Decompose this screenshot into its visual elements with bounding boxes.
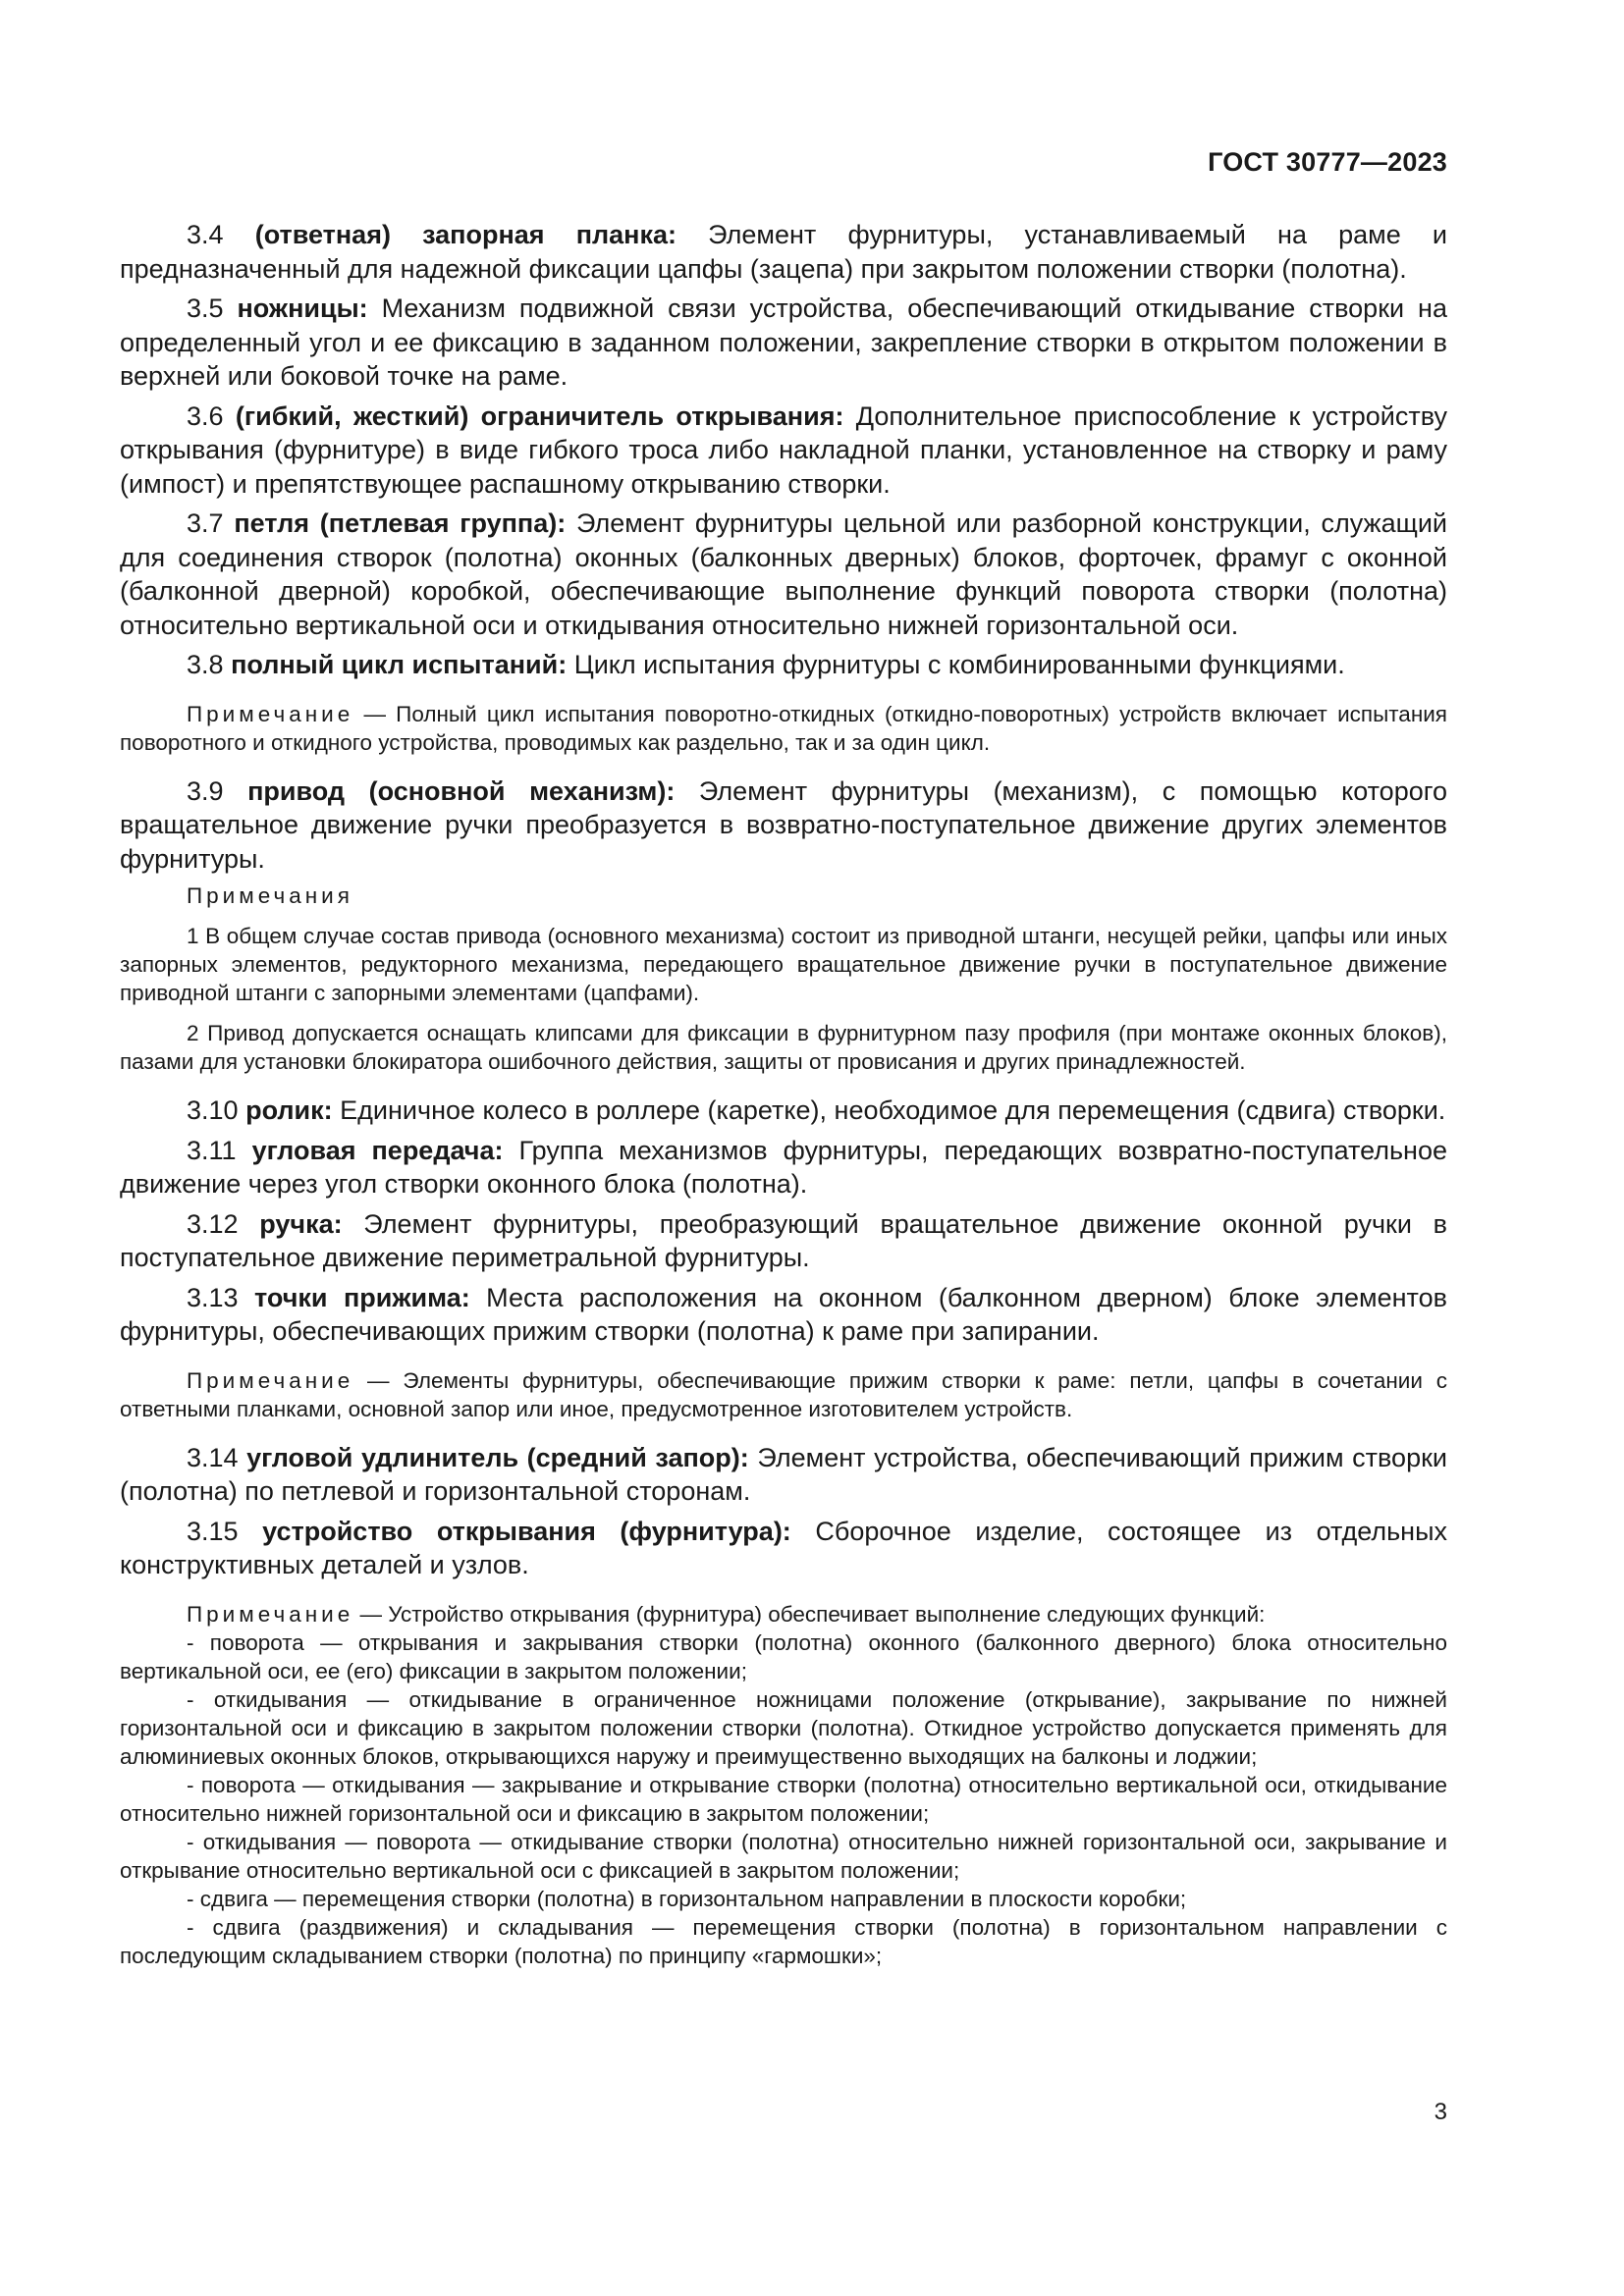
term-3-4 [120,218,1447,286]
term-title: ножницы: [237,294,368,323]
term-3-13 [120,1281,1447,1349]
term-definition: Цикл испытания фурнитуры с комбинированными функциями. [573,650,1345,679]
function-item: - откидывания — откидывание в ограниченное ножницами положение (открывание), закрывание по нижней горизонтальной оси и фиксацию в закрытом положении створки (полотна). Откидное устройство допускается применять для алюминиевых оконных блоков, открывающихся наружу и преимущественно выходящих на балконы и лоджии; [120,1686,1447,1769]
note-label: Примечание [187,1601,354,1627]
term-3-10 [120,1094,1447,1128]
term-number: 3.6 [187,400,224,431]
term-definition: Дополнительное приспособление к устройству открывания (фурнитуре) в виде гибкого троса либо накладной планки, установленное на створку и раму (импост) и препятствующее распашному открыванию створки. [120,400,1447,499]
term-title: петля (петлевая группа): [234,508,567,538]
term-definition: Элемент фурнитуры, устанавливаемый на раме и предназначенный для надежной фиксации цапфы (зацепа) при закрытом положении створки (полотна). [120,220,1447,284]
function-item: - откидывания — поворота — откидывание створки (полотна) относительно нижней горизонтальной оси, закрывание и открывание относительно вертикальной оси с фиксацией в закрытом положении; [120,1829,1447,1883]
function-item: - поворота — открывания и закрывания створки (полотна) оконного (балконного дверного) блока относительно вертикальной оси, ее (его) фиксации в закрытом положении; [120,1629,1447,1683]
term-3-15 [120,1515,1447,1582]
note-label: Примечание [187,1367,354,1393]
term-title: точки прижима: [254,1282,470,1312]
term-definition: Элемент фурнитуры цельной или разборной конструкции, служащий для соединения створок (полотна) оконных (балконных дверных) блоков, форточек, фрамуг с оконной (балконной дверной) коробкой, обеспечивающие выполнение функций поворота створки (полотна) относительно вертикальной оси и откидывания относительно нижней горизонтальной оси. [120,508,1447,640]
term-3-11 [120,1134,1447,1201]
page-number: 3 [1434,2099,1447,2125]
note-3-13 [120,1366,1447,1423]
term-number: 3.14 [187,1442,239,1472]
term-title: привод (основной механизм): [247,775,676,806]
term-3-14 [120,1441,1447,1509]
function-item: - сдвига — перемещения створки (полотна) в горизонтальном направлении в плоскости коробки; [187,1886,1187,1911]
note-text: — Элементы фурнитуры, обеспечивающие прижим створки к раме: петли, цапфы в сочетании с ответными планками, основной запор или иное, предусмотренное изготовителем устройств. [120,1367,1447,1421]
term-number: 3.7 [187,508,224,538]
term-number: 3.12 [187,1208,239,1239]
term-3-7 [120,507,1447,642]
term-title: ручка: [259,1208,343,1239]
term-3-9 [120,774,1447,877]
term-title: (гибкий, жесткий) ограничитель открывания: [235,400,844,431]
term-definition: Единичное колесо в роллере (каретке), необходимое для перемещения (сдвига) створки. [340,1095,1446,1125]
term-definition: Элемент фурнитуры, преобразующий вращательное движение оконной ручки в поступательное движение периметральной фурнитуры. [120,1208,1447,1272]
note-3-8 [120,700,1447,757]
term-number: 3.10 [187,1095,239,1125]
term-number: 3.8 [187,650,224,679]
term-title: полный цикл испытаний: [231,650,568,679]
term-title: (ответная) запорная планка: [254,220,677,249]
term-definition: Места расположения на оконном (балконном дверном) блоке элементов фурнитуры, обеспечивающих прижим створки (полотна) к раме при запирании. [120,1282,1447,1346]
term-title: устройство открывания (фурнитура): [262,1516,791,1546]
term-3-8 [120,648,1447,682]
notes-heading-3-9 [120,881,1447,910]
term-definition: Сборочное изделие, состоящее из отдельных конструктивных деталей и узлов. [120,1516,1447,1579]
term-title: угловая передача: [251,1135,504,1165]
note-3-15 [120,1600,1447,1629]
term-definition: Элемент устройства, обеспечивающий прижим створки (полотна) по петлевой и горизонтальной сторонам. [120,1442,1447,1506]
term-3-6 [120,400,1447,502]
term-3-5 [120,292,1447,394]
term-definition: Элемент фурнитуры (механизм), с помощью которого вращательное движение ручки преобразуется в возвратно-поступательное движение других элементов фурнитуры. [120,775,1447,874]
function-item: - сдвига (раздвижения) и складывания — перемещения створки (полотна) в горизонтальном направлении с последующим складыванием створки (полотна) по принципу «гармошки»; [120,1914,1447,1968]
note-label: Примечание [187,701,354,726]
document-code: ГОСТ 30777—2023 [1208,147,1447,177]
note-item: 1 В общем случае состав привода (основного механизма) состоит из приводной штанги, несущей рейки, цапфы или иных запорных элементов, редукторного механизма, передающего вращательное движение ручки в поступательное движение приводной штанги с запорными элементами (цапфами). [120,924,1447,1005]
term-title: ролик: [245,1095,333,1125]
notes-label: Примечания [187,883,353,908]
function-item: - поворота — откидывания — закрывание и открывание створки (полотна) относительно вертикальной оси, откидывание относительно нижней горизонтальной оси и фиксацию в закрытом положении; [120,1772,1447,1826]
term-number: 3.5 [187,294,224,323]
note-item: 2 Привод допускается оснащать клипсами для фиксации в фурнитурном пазу профиля (при монтаже оконных блоков), пазами для установки блокиратора ошибочного действия, защиты от провисания и других принадлежностей. [120,1021,1447,1074]
term-number: 3.11 [187,1135,237,1165]
term-number: 3.13 [187,1282,239,1312]
term-definition: Механизм подвижной связи устройства, обеспечивающий откидывание створки на определенный угол и ее фиксацию в заданном положении, закрепление створки в открытом положении в верхней или боковой точке на раме. [120,294,1447,391]
term-3-12 [120,1207,1447,1275]
term-number: 3.9 [187,775,224,806]
term-number: 3.15 [187,1516,239,1546]
term-number: 3.4 [187,220,224,249]
note-text: — Устройство открывания (фурнитура) обеспечивает выполнение следующих функций: [353,1601,1266,1627]
document-body [120,218,1447,1970]
term-definition: Группа механизмов фурнитуры, передающих возвратно-поступательное движение через угол створки оконного блока (полотна). [120,1135,1447,1199]
term-title: угловой удлинитель (средний запор): [246,1442,749,1472]
note-text: — Полный цикл испытания поворотно-откидных (откидно-поворотных) устройств включает испытания поворотного и откидного устройства, проводимых как раздельно, так и за один цикл. [120,701,1447,755]
